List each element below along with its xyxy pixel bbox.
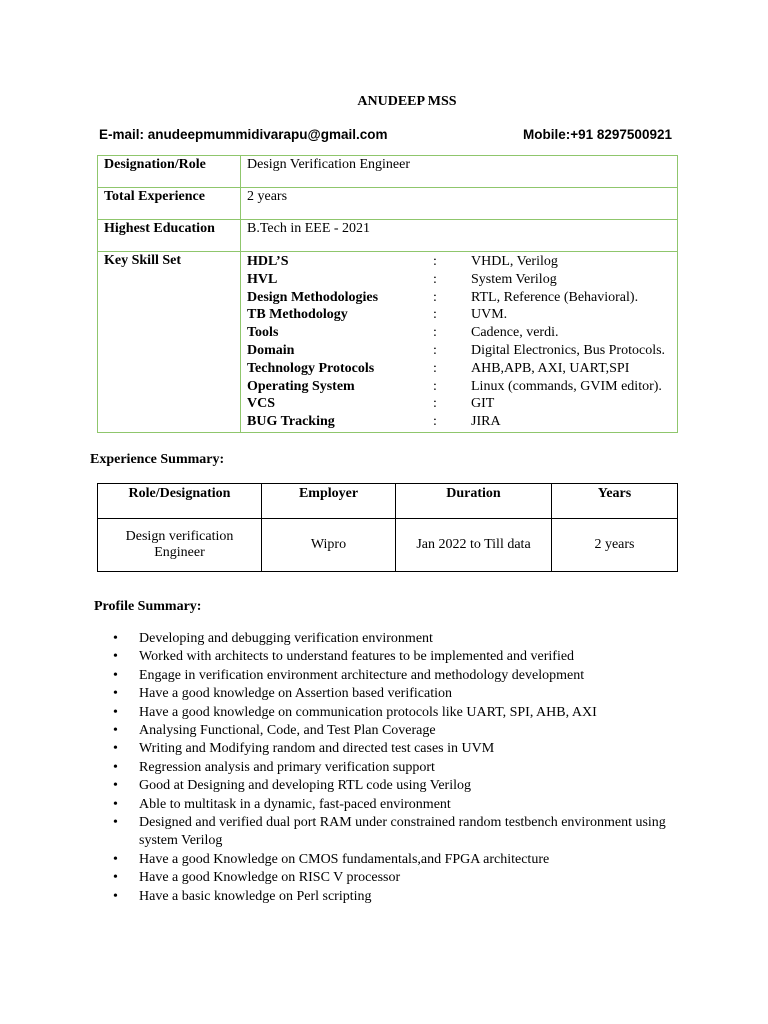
education-row [98,220,678,252]
skill-value: Linux (commands, GVIM editor). [471,378,662,394]
list-item-text: Able to multitask in a dynamic, fast-paced environment [139,796,451,812]
skill-value: Digital Electronics, Bus Protocols. [471,342,666,358]
list-item-text: Designed and verified dual port RAM under constrained random testbench environment using system Verilog [139,815,666,849]
skill-separator: : [433,254,437,269]
list-item-text: Have a good Knowledge on CMOS fundamentals,and FPGA architecture [139,851,550,867]
skill-separator: : [433,342,437,358]
skill-name: Domain [247,342,295,358]
skill-value: UVM. [471,307,508,323]
list-item [113,777,693,795]
skills-cell [241,252,678,433]
bullet-icon: • [113,667,118,683]
skill-name: VCS [247,396,276,412]
skill-value: VHDL, Verilog [471,254,558,269]
duration-cell: Jan 2022 to Till data [396,519,552,572]
list-item [113,888,693,906]
skill-name: Technology Protocols [247,360,375,376]
skill-value: JIRA [471,414,501,430]
experience-value: 2 years [241,188,678,220]
experience-table [97,483,678,572]
bullet-icon: • [113,631,118,646]
info-table [97,155,678,433]
bullet-icon: • [113,815,118,831]
list-item-text: Analysing Functional, Code, and Test Plan Coverage [139,723,436,739]
list-item [113,740,693,758]
list-item [113,704,693,722]
bullet-icon: • [113,759,118,775]
bullet-icon: • [113,796,118,812]
bullet-icon: • [113,778,118,794]
skills-row [98,252,678,433]
skill-value: AHB,APB, AXI, UART,SPI [471,360,630,376]
list-item [113,630,693,648]
skill-name: TB Methodology [247,307,348,323]
list-item-text: Good at Designing and developing RTL code using Verilog [139,778,471,794]
skill-value: System Verilog [471,271,557,287]
skills-label: Key Skill Set [98,252,241,433]
list-item-text: Writing and Modifying random and directed test cases in UVM [139,741,495,757]
skill-name: BUG Tracking [247,414,335,430]
employer-cell: Wipro [262,519,396,572]
designation-label: Designation/Role [98,156,241,188]
profile-summary-list [113,630,693,906]
years-cell: 2 years [552,519,678,572]
experience-summary-title: Experience Summary: [90,452,225,467]
mobile: Mobile:+91 8297500921 [523,127,672,142]
education-label: Highest Education [98,220,241,252]
bullet-icon: • [113,851,118,867]
role-cell [98,519,262,572]
skill-value: Cadence, verdi. [471,325,559,341]
skill-separator: : [433,378,437,394]
role-line-1: Design verification [125,529,234,544]
list-item [113,759,693,777]
skill-separator: : [433,289,437,305]
bullet-icon: • [113,723,118,739]
skills-list [247,253,671,431]
list-item [113,814,693,851]
skill-separator: : [433,325,437,341]
bullet-icon: • [113,741,118,757]
list-item-text: Engage in verification environment architecture and methodology development [139,667,585,683]
candidate-name: ANUDEEP MSS [357,94,457,109]
bullet-icon: • [113,649,118,665]
list-item [113,722,693,740]
skill-value: GIT [471,396,495,412]
skill-name: Design Methodologies [247,289,379,305]
skill-name: HDL’S [247,254,289,269]
list-item-text: Worked with architects to understand features to be implemented and verified [139,649,575,665]
header-years: Years [552,484,678,519]
list-item-text: Have a good knowledge on communication protocols like UART, SPI, AHB, AXI [139,704,597,720]
header-duration: Duration [396,484,552,519]
list-item-text: Have a good knowledge on Assertion based verification [139,686,452,702]
designation-value: Design Verification Engineer [241,156,678,188]
bullet-icon: • [113,686,118,702]
list-item [113,851,693,869]
list-item-text: Have a good Knowledge on RISC V processor [139,870,401,886]
designation-row [98,156,678,188]
skill-name: HVL [247,271,278,287]
skill-name: Tools [247,325,279,341]
profile-summary-title: Profile Summary: [94,599,202,614]
bullet-icon: • [113,888,118,904]
header-employer: Employer [262,484,396,519]
experience-row [98,188,678,220]
bullet-icon: • [113,870,118,886]
list-item-text: Regression analysis and primary verification support [139,759,435,775]
list-item-text: Have a basic knowledge on Perl scripting [139,888,372,904]
list-item [113,648,693,666]
skill-separator: : [433,414,437,430]
skill-separator: : [433,396,437,412]
skill-separator: : [433,360,437,376]
bullet-icon: • [113,704,118,720]
skill-name: Operating System [247,378,355,394]
list-item [113,796,693,814]
list-item [113,667,693,685]
role-line-2: Engineer [154,545,205,560]
education-value: B.Tech in EEE - 2021 [241,220,678,252]
email: E-mail: anudeepmummidivarapu@gmail.com [99,127,388,142]
skill-separator: : [433,271,437,287]
skill-value: RTL, Reference (Behavioral). [471,289,639,305]
list-item [113,685,693,703]
table-row [98,519,678,572]
list-item [113,869,693,887]
experience-header-row [98,484,678,519]
skill-separator: : [433,307,437,323]
experience-label: Total Experience [98,188,241,220]
header-role: Role/Designation [98,484,262,519]
list-item-text: Developing and debugging verification environment [139,631,433,646]
